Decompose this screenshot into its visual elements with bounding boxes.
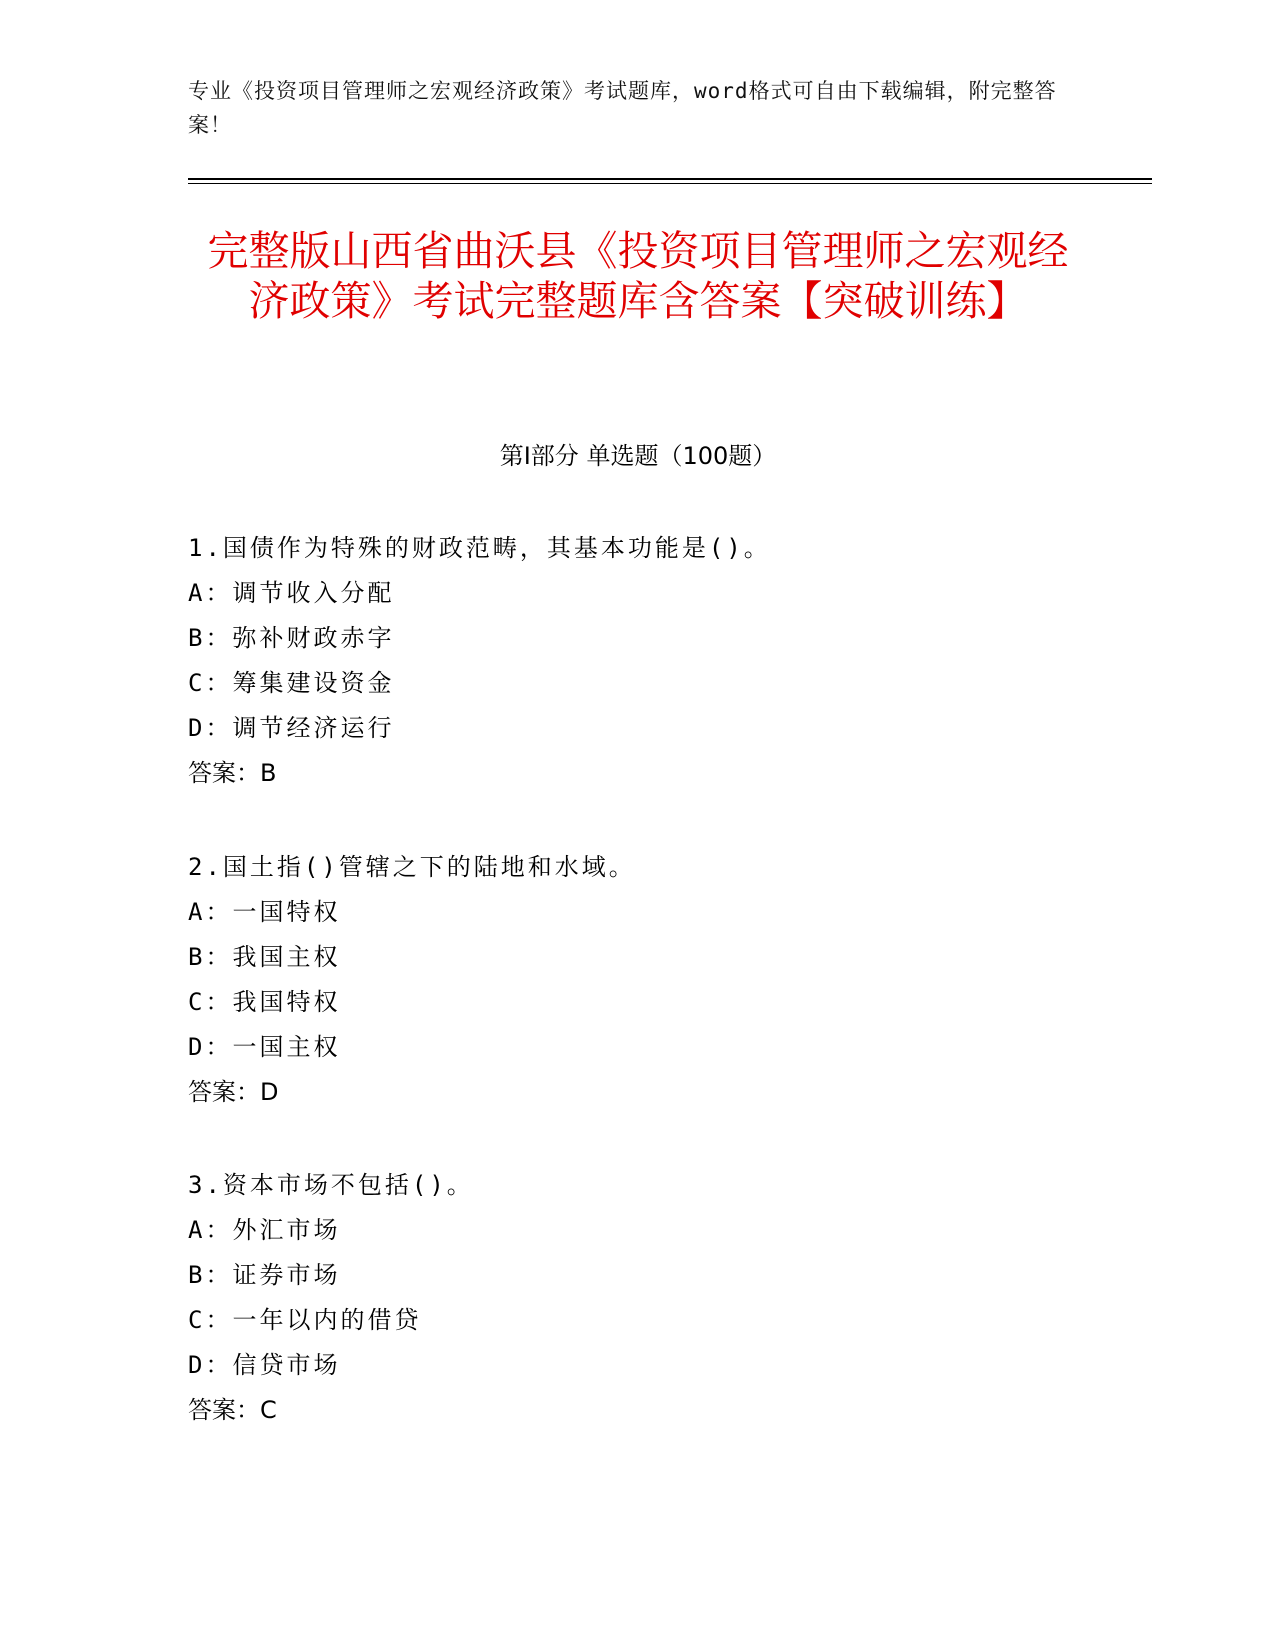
option-b: B：弥补财政赤字	[188, 624, 395, 652]
question-1	[188, 526, 1088, 796]
answer: 答案：B	[188, 759, 277, 787]
question-3	[188, 1163, 1088, 1433]
option-a: A：外汇市场	[188, 1216, 341, 1244]
header-rule-thin	[188, 183, 1152, 184]
answer: 答案：C	[188, 1396, 277, 1424]
option-d: D：一国主权	[188, 1033, 341, 1061]
option-c: C：筹集建设资金	[188, 669, 395, 697]
question-stem: 1.国债作为特殊的财政范畴，其基本功能是()。	[188, 534, 771, 562]
header-note: 专业《投资项目管理师之宏观经济政策》考试题库，word格式可自由下载编辑，附完整答案！	[188, 79, 1057, 137]
option-d: D：信贷市场	[188, 1351, 341, 1379]
document-title: 完整版山西省曲沃县《投资项目管理师之宏观经济政策》考试完整题库含答案【突破训练】	[207, 227, 1069, 325]
option-b: B：证券市场	[188, 1261, 341, 1289]
answer: 答案：D	[188, 1078, 279, 1106]
question-stem: 3.资本市场不包括()。	[188, 1171, 474, 1199]
option-c: C：一年以内的借贷	[188, 1306, 422, 1334]
question-2	[188, 845, 1088, 1115]
option-a: A：一国特权	[188, 898, 341, 926]
option-d: D：调节经济运行	[188, 714, 395, 742]
header-rule-thick	[188, 178, 1152, 180]
section-heading: 第Ⅰ部分 单选题（100题）	[499, 442, 777, 470]
question-stem: 2.国土指()管辖之下的陆地和水域。	[188, 853, 636, 881]
option-a: A：调节收入分配	[188, 579, 395, 607]
option-b: B：我国主权	[188, 943, 341, 971]
option-c: C：我国特权	[188, 988, 341, 1016]
